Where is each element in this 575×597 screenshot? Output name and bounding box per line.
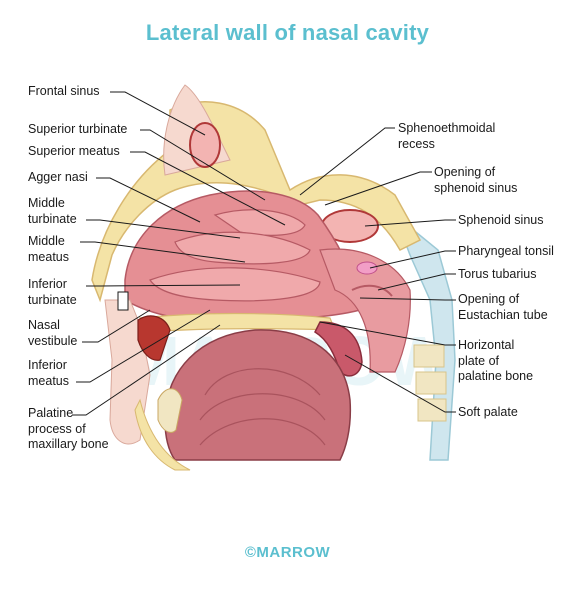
label-opening-eustachian-tube: Opening of Eustachian tube [458, 292, 548, 322]
label-agger-nasi: Agger nasi [28, 170, 88, 184]
label-palatine-process: Palatine process of maxillary bone [28, 406, 109, 451]
diagram-title: Lateral wall of nasal cavity [145, 20, 430, 45]
brand-logo-text: ©MARROW [244, 544, 331, 561]
label-superior-turbinate: Superior turbinate [28, 122, 128, 136]
label-middle-meatus: Middle meatus [28, 234, 69, 264]
label-sphenoid-sinus: Sphenoid sinus [458, 213, 544, 227]
nasal-vestibule-marker [118, 292, 128, 310]
label-nasal-vestibule: Nasal vestibule [28, 318, 78, 348]
label-torus-tubarius: Torus tubarius [458, 267, 537, 281]
pharyngeal-tonsil [357, 262, 377, 274]
label-superior-meatus: Superior meatus [28, 144, 120, 158]
label-inferior-turbinate: Inferior turbinate [28, 277, 77, 307]
label-sphenoethmoidal-recess: Sphenoethmoidal recess [398, 121, 496, 151]
label-horizontal-plate: Horizontal plate of palatine bone [458, 338, 534, 383]
label-middle-turbinate: Middle turbinate [28, 196, 77, 226]
label-soft-palate: Soft palate [458, 405, 518, 419]
label-inferior-meatus: Inferior meatus [28, 358, 69, 388]
label-opening-sphenoid-sinus: Opening of sphenoid sinus [434, 165, 518, 195]
label-pharyngeal-tonsil: Pharyngeal tonsil [458, 244, 554, 258]
label-frontal-sinus: Frontal sinus [28, 84, 100, 98]
